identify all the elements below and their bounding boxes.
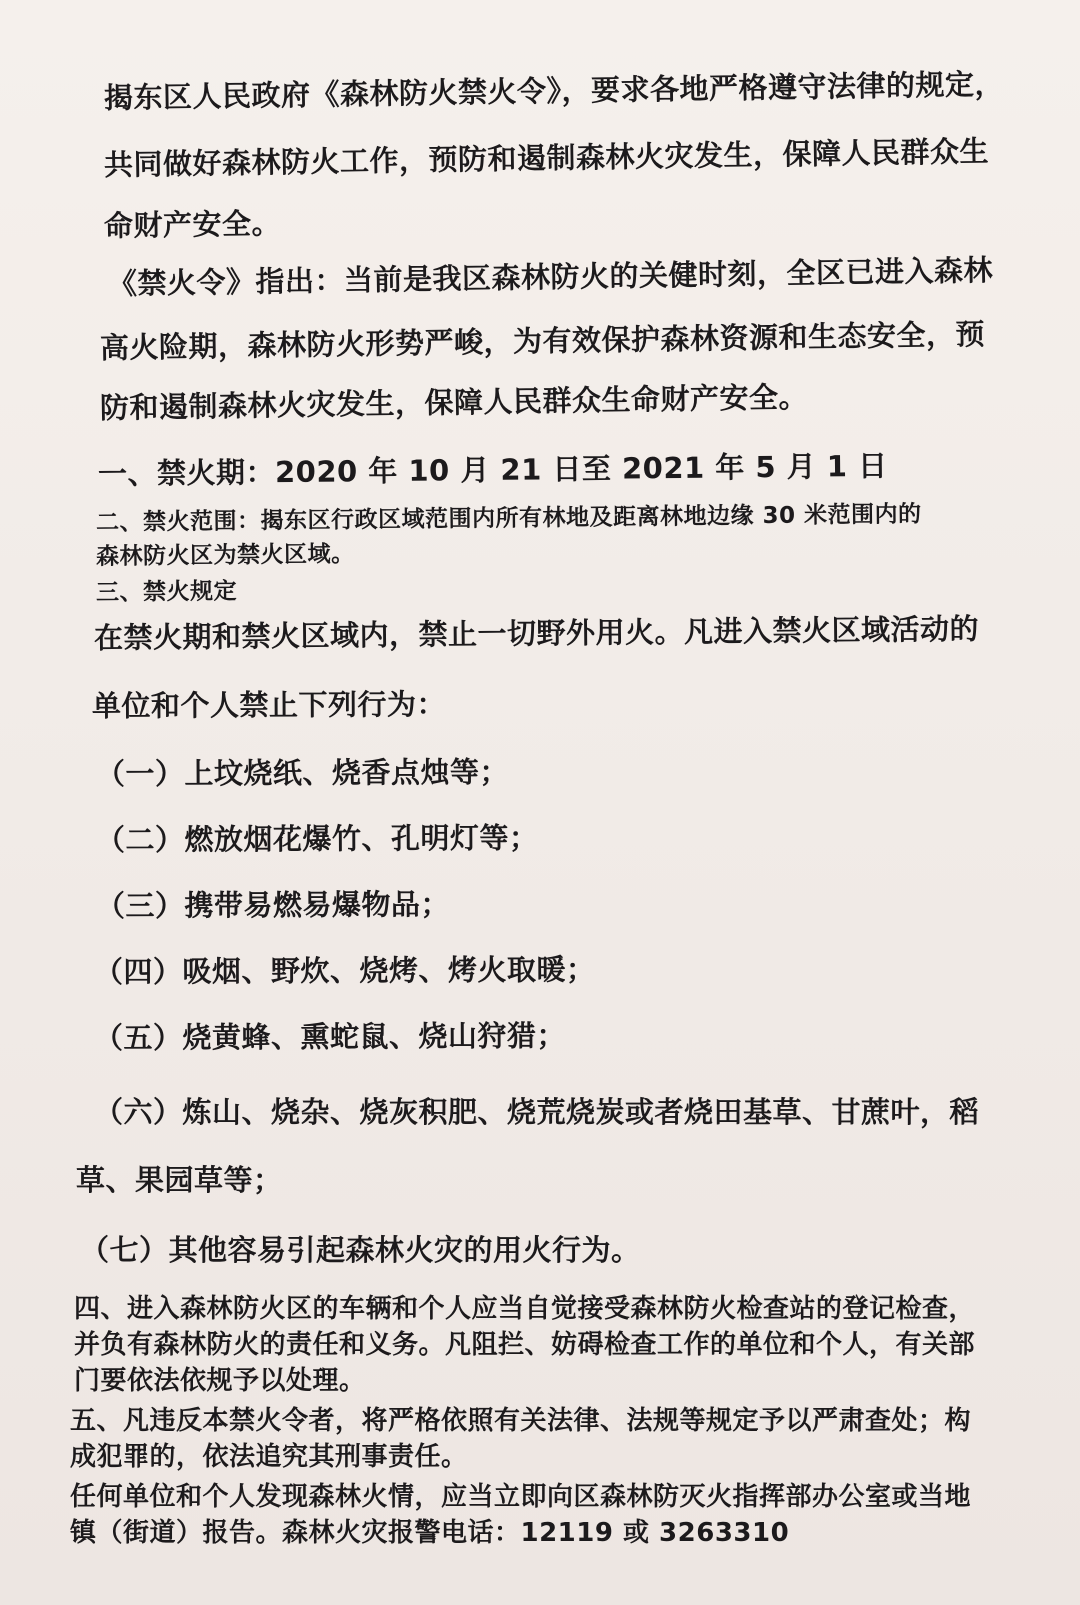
- report-line-1: 任何单位和个人发现森林火情，应当立即向区森林防灭火指挥部办公室或当地: [70, 1482, 972, 1512]
- intro-line-3: 命财产安全。: [103, 206, 282, 243]
- notice-line-1: 《禁火令》指出：当前是我区森林防火的关健时刻，全区已进入森林: [107, 253, 994, 301]
- item-3: （三）携带易燃易爆物品；: [95, 887, 451, 923]
- section4-line-1: 四、进入森林防火区的车辆和个人应当自觉接受森林防火检查站的登记检查，: [74, 1294, 976, 1324]
- item-7: （七）其他容易引起森林火灾的用火行为。: [80, 1233, 641, 1267]
- item-6-line-1: （六）炼山、烧杂、烧灰积肥、烧荒烧炭或者烧田基草、甘蔗叶，稻: [94, 1095, 980, 1129]
- section3-line-2: 单位和个人禁止下列行为：: [91, 687, 447, 723]
- notice-line-2: 高火险期，森林防火形势严峻，为有效保护森林资源和生态安全，预: [99, 317, 986, 365]
- section4-line-3: 门要依法依规予以处理。: [74, 1366, 366, 1396]
- section4-line-2: 并负有森林防火的责任和义务。凡阻拦、妨碍检查工作的单位和个人，有关部: [74, 1330, 976, 1360]
- section5-line-2: 成犯罪的，依法追究其刑事责任。: [70, 1442, 468, 1472]
- item-4: （四）吸烟、野炊、烧烤、烤火取暖；: [93, 952, 596, 989]
- intro-line-2: 共同做好森林防火工作，预防和遏制森林火灾发生，保障人民群众生: [103, 134, 990, 182]
- item-5: （五）烧黄蜂、熏蛇鼠、烧山狩猎；: [93, 1018, 567, 1055]
- notice-line-3: 防和遏制森林火灾发生，保障人民群众生命财产安全。: [99, 379, 809, 425]
- section2-line-1: 二、禁火范围：揭东区行政区域范围内所有林地及距离林地边缘 30 米范围内的: [95, 501, 922, 536]
- section3-title: 三、禁火规定: [95, 578, 238, 606]
- section2-line-2: 森林防火区为禁火区域。: [95, 541, 355, 570]
- intro-line-1: 揭东区人民政府《森林防火禁火令》，要求各地严格遵守法律的规定，: [103, 66, 1005, 115]
- report-line-2: 镇（街道）报告。森林火灾报警电话：12119 或 3263310: [70, 1518, 790, 1548]
- item-1: （一）上坟烧纸、烧香点烛等；: [95, 754, 510, 791]
- section1-fire-ban-period: 一、禁火期：2020 年 10 月 21 日至 2021 年 5 月 1 日: [97, 448, 888, 491]
- section5-line-1: 五、凡违反本禁火令者，将严格依照有关法律、法规等规定予以严肃查处；构: [70, 1406, 972, 1436]
- section3-line-1: 在禁火期和禁火区域内，禁止一切野外用火。凡进入禁火区域活动的: [93, 611, 980, 655]
- item-2: （二）燃放烟花爆竹、孔明灯等；: [95, 820, 539, 857]
- item-6-line-2: 草、果园草等；: [76, 1163, 283, 1197]
